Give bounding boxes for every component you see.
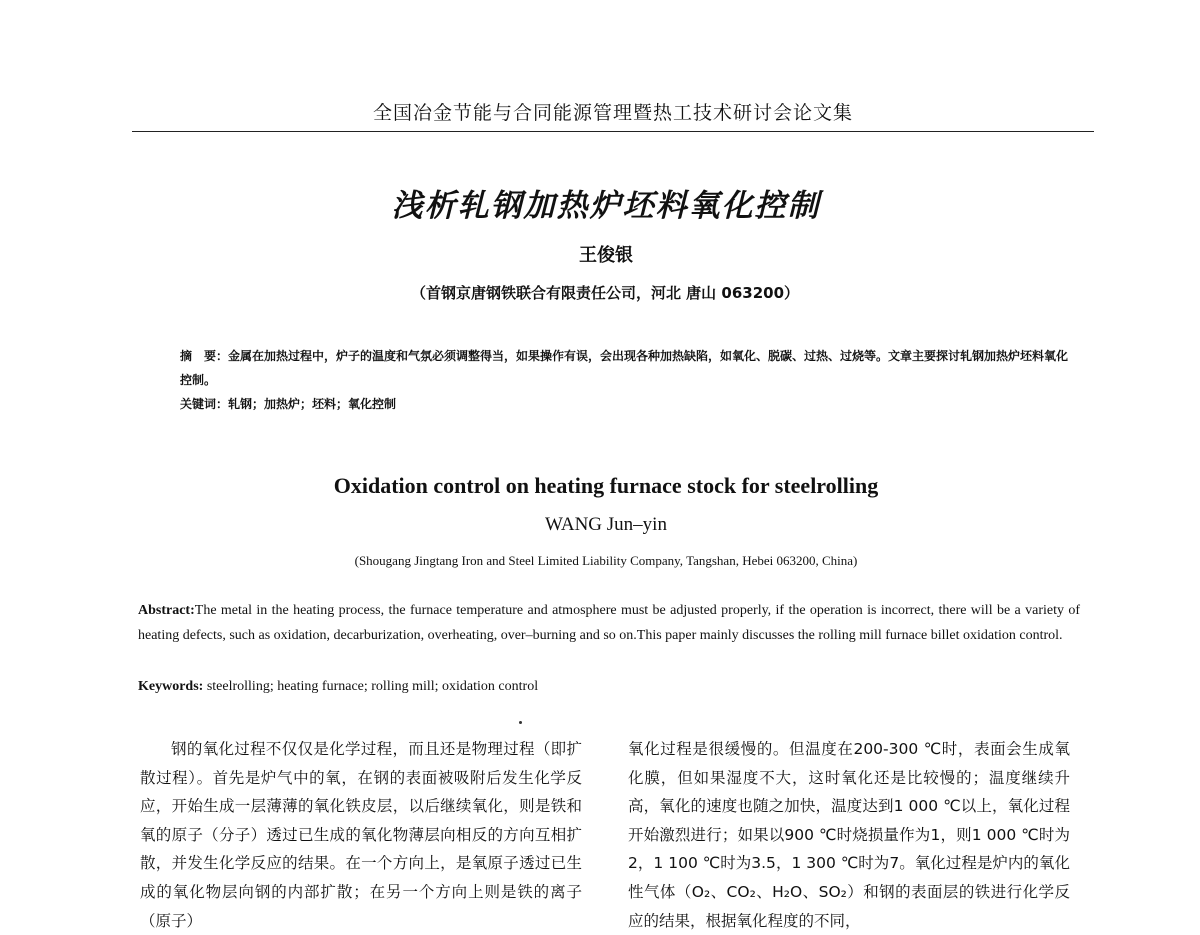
english-keywords-text: steelrolling; heating furnace; rolling mill; oxidation control — [203, 679, 539, 694]
chinese-affiliation: （首钢京唐钢铁联合有限责任公司，河北 唐山 063200） — [410, 284, 800, 302]
chinese-abstract — [180, 344, 1080, 416]
scan-dot — [519, 721, 522, 724]
body-left-column: 钢的氧化过程不仅仅是化学过程，而且还是物理过程（即扩散过程）。首先是炉气中的氧，在钢的表面被吸附后发生化学反应，开始生成一层薄薄的氧化铁皮层，以后继续氧化，则是铁和氧的原子（分子）透过已生成的氧化物薄层向相反的方向互相扩散，并发生化学反应的结果。在一个方向上，是氧原子透过已生成的氧化物层向钢的内部扩散；在另一个方向上则是铁的离子（原子） — [140, 740, 582, 930]
chinese-keywords-label: 关键词： — [180, 397, 229, 411]
chinese-abstract-paragraph — [180, 344, 1080, 392]
running-header: 全国冶金节能与合同能源管理暨热工技术研讨会论文集 — [372, 102, 853, 124]
english-abstract — [138, 598, 1080, 648]
chinese-keywords — [180, 392, 1080, 416]
body-right-column: 氧化过程是很缓慢的。但温度在200-300 ℃时，表面会生成氧化膜，但如果湿度不大，这时氧化还是比较慢的；温度继续升高，氧化的速度也随之加快，温度达到1 000 ℃以上，氧化过程开始激烈进行；如果以900 ℃时烧损量作为1，则1 000 ℃时为2，1 100 ℃时为3.5，1 300 ℃时为7。氧化过程是炉内的氧化性气体（O₂、CO₂、H₂O、SO₂）和钢的表面层的铁进行化学反应的结果，根据氧化程度的不同， — [628, 740, 1070, 930]
english-abstract-text: The metal in the heating process, the furnace temperature and atmosphere must be adjusted properly, if the operation is incorrect, there will be a variety of heating defects, such as oxidation, decarburization, overheating, over–burning and so on.This paper mainly discusses the rolling mill furnace billet oxidation control. — [138, 603, 1080, 643]
english-title: Oxidation control on heating furnace stock for steelrolling — [333, 473, 879, 498]
english-keywords-label: Keywords: — [138, 679, 204, 694]
english-affiliation: (Shougang Jingtang Iron and Steel Limited Liability Company, Tangshan, Hebei 063200, China) — [354, 553, 858, 568]
chinese-author: 王俊银 — [579, 245, 633, 266]
english-author: WANG Jun–yin — [545, 514, 667, 535]
chinese-title: 浅析轧钢加热炉坯料氧化控制 — [391, 188, 821, 224]
header-rule — [132, 131, 1094, 132]
chinese-abstract-text: 金属在加热过程中，炉子的温度和气氛必须调整得当，如果操作有误，会出现各种加热缺陷，如氧化、脱碳、过热、过烧等。文章主要探讨轧钢加热炉坯料氧化控制。 — [180, 349, 1069, 387]
chinese-abstract-label: 摘 要： — [180, 349, 229, 363]
chinese-keywords-text: 轧钢；加热炉；坯料；氧化控制 — [228, 397, 397, 411]
english-abstract-label: Abstract: — [138, 603, 195, 618]
english-keywords — [138, 677, 1080, 697]
